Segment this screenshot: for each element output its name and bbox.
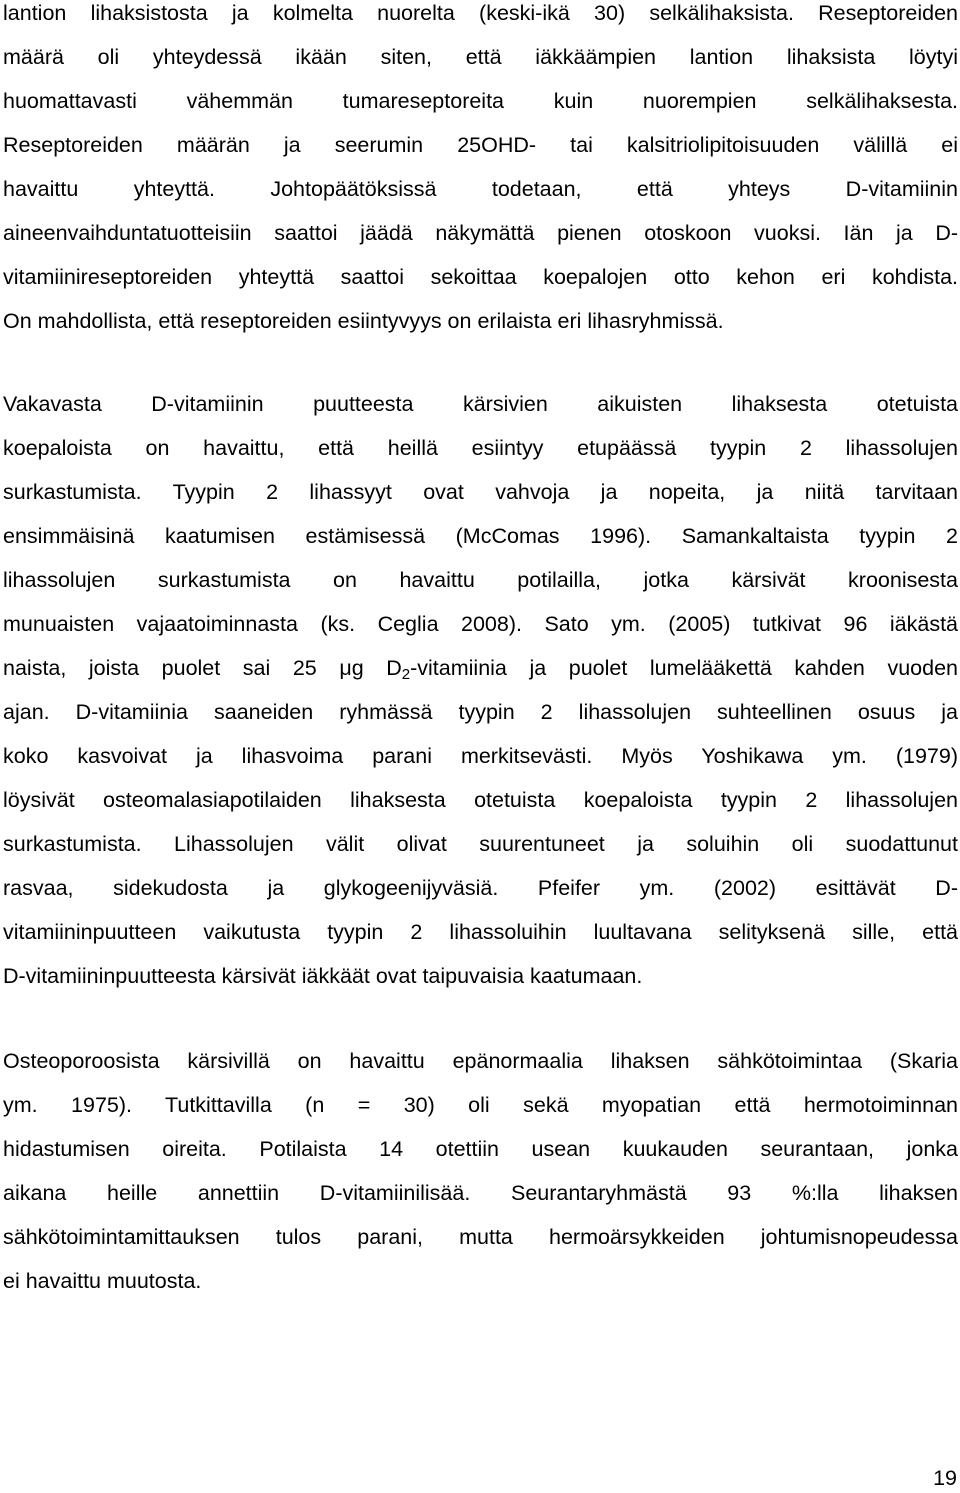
text-line: ensimmäisinä kaatumisen estämisessä (McComas 1996). Samankaltaista tyypin 2 [3, 524, 958, 548]
subscript: 2 [401, 666, 411, 683]
text-line: ei havaittu muutosta. [3, 1269, 202, 1293]
text-line: vitamiininpuutteen vaikutusta tyypin 2 lihassoluihin luultavana selityksenä sille, että [3, 920, 958, 944]
text-line: aineenvaihduntatuotteisiin saattoi jäädä näkymättä pienen otoskoon vuoksi. Iän ja D- [3, 221, 958, 245]
paragraph-osteoporosis [3, 1039, 958, 1303]
text-line: havaittu yhteyttä. Johtopäätöksissä todetaan, että yhteys D-vitamiinin [3, 177, 958, 201]
text-line: lantion lihaksistosta ja kolmelta nuorelta (keski-ikä 30) selkälihaksista. Reseptoreiden [3, 1, 958, 25]
text-line: surkastumista. Tyypin 2 lihassyyt ovat vahvoja ja nopeita, ja niitä tarvitaan [3, 480, 958, 504]
text-line: lihassolujen surkastumista on havaittu potilailla, jotka kärsivät kroonisesta [3, 568, 958, 592]
text-line: D-vitamiininpuutteesta kärsivät iäkkäät ovat taipuvaisia kaatumaan. [3, 964, 643, 988]
text-line-with-subscript [3, 646, 958, 690]
text-line: koko kasvoivat ja lihasvoima parani merkitsevästi. Myös Yoshikawa ym. (1979) [3, 744, 958, 768]
text-line: määrä oli yhteydessä ikään siten, että iäkkäämpien lantion lihaksista löytyi [3, 45, 958, 69]
text-line: rasvaa, sidekudosta ja glykogeenijyväsiä. Pfeifer ym. (2002) esittävät D- [3, 876, 958, 900]
text-line: koepaloista on havaittu, että heillä esiintyy etupäässä tyypin 2 lihassolujen [3, 436, 958, 460]
text-line: On mahdollista, että reseptoreiden esiintyvyys on erilaista eri lihasryhmissä. [3, 309, 724, 333]
text-line: ym. 1975). Tutkittavilla (n = 30) oli sekä myopatian että hermotoiminnan [3, 1093, 958, 1117]
text-line: vitamiinireseptoreiden yhteyttä saattoi sekoittaa koepalojen otto kehon eri kohdista. [3, 265, 958, 289]
paragraph-receptors [3, 0, 958, 343]
text-segment: naista, joista puolet sai 25 μg D [3, 656, 402, 680]
text-line: surkastumista. Lihassolujen välit olivat suurentuneet ja soluihin oli suodattunut [3, 832, 958, 856]
text-line: aikana heille annettiin D-vitamiinilisää. Seurantaryhmästä 93 %:lla lihaksen [3, 1181, 958, 1205]
text-line: löysivät osteomalasiapotilaiden lihaksesta otetuista koepaloista tyypin 2 lihassolujen [3, 788, 958, 812]
text-line: Osteoporoosista kärsivillä on havaittu epänormaalia lihaksen sähkötoimintaa (Skaria [3, 1049, 958, 1073]
page-number: 19 [933, 1466, 957, 1490]
text-segment: -vitamiinia ja puolet lumelääkettä kahden vuoden [410, 656, 958, 680]
text-line: huomattavasti vähemmän tumareseptoreita kuin nuorempien selkälihaksesta. [3, 89, 958, 113]
text-line: hidastumisen oireita. Potilaista 14 otettiin usean kuukauden seurantaan, jonka [3, 1137, 958, 1161]
text-line: ajan. D-vitamiinia saaneiden ryhmässä tyypin 2 lihassolujen suhteellinen osuus ja [3, 700, 958, 724]
text-line: Vakavasta D-vitamiinin puutteesta kärsivien aikuisten lihaksesta otetuista [3, 392, 958, 416]
text-line: Reseptoreiden määrän ja seerumin 25OHD- tai kalsitriolipitoisuuden välillä ei [3, 133, 958, 157]
text-line: sähkötoimintamittauksen tulos parani, mutta hermoärsykkeiden johtumisnopeudessa [3, 1225, 958, 1249]
text-line: munuaisten vajaatoiminnasta (ks. Ceglia 2008). Sato ym. (2005) tutkivat 96 iäkästä [3, 612, 958, 636]
paragraph-muscle-atrophy [3, 382, 958, 998]
